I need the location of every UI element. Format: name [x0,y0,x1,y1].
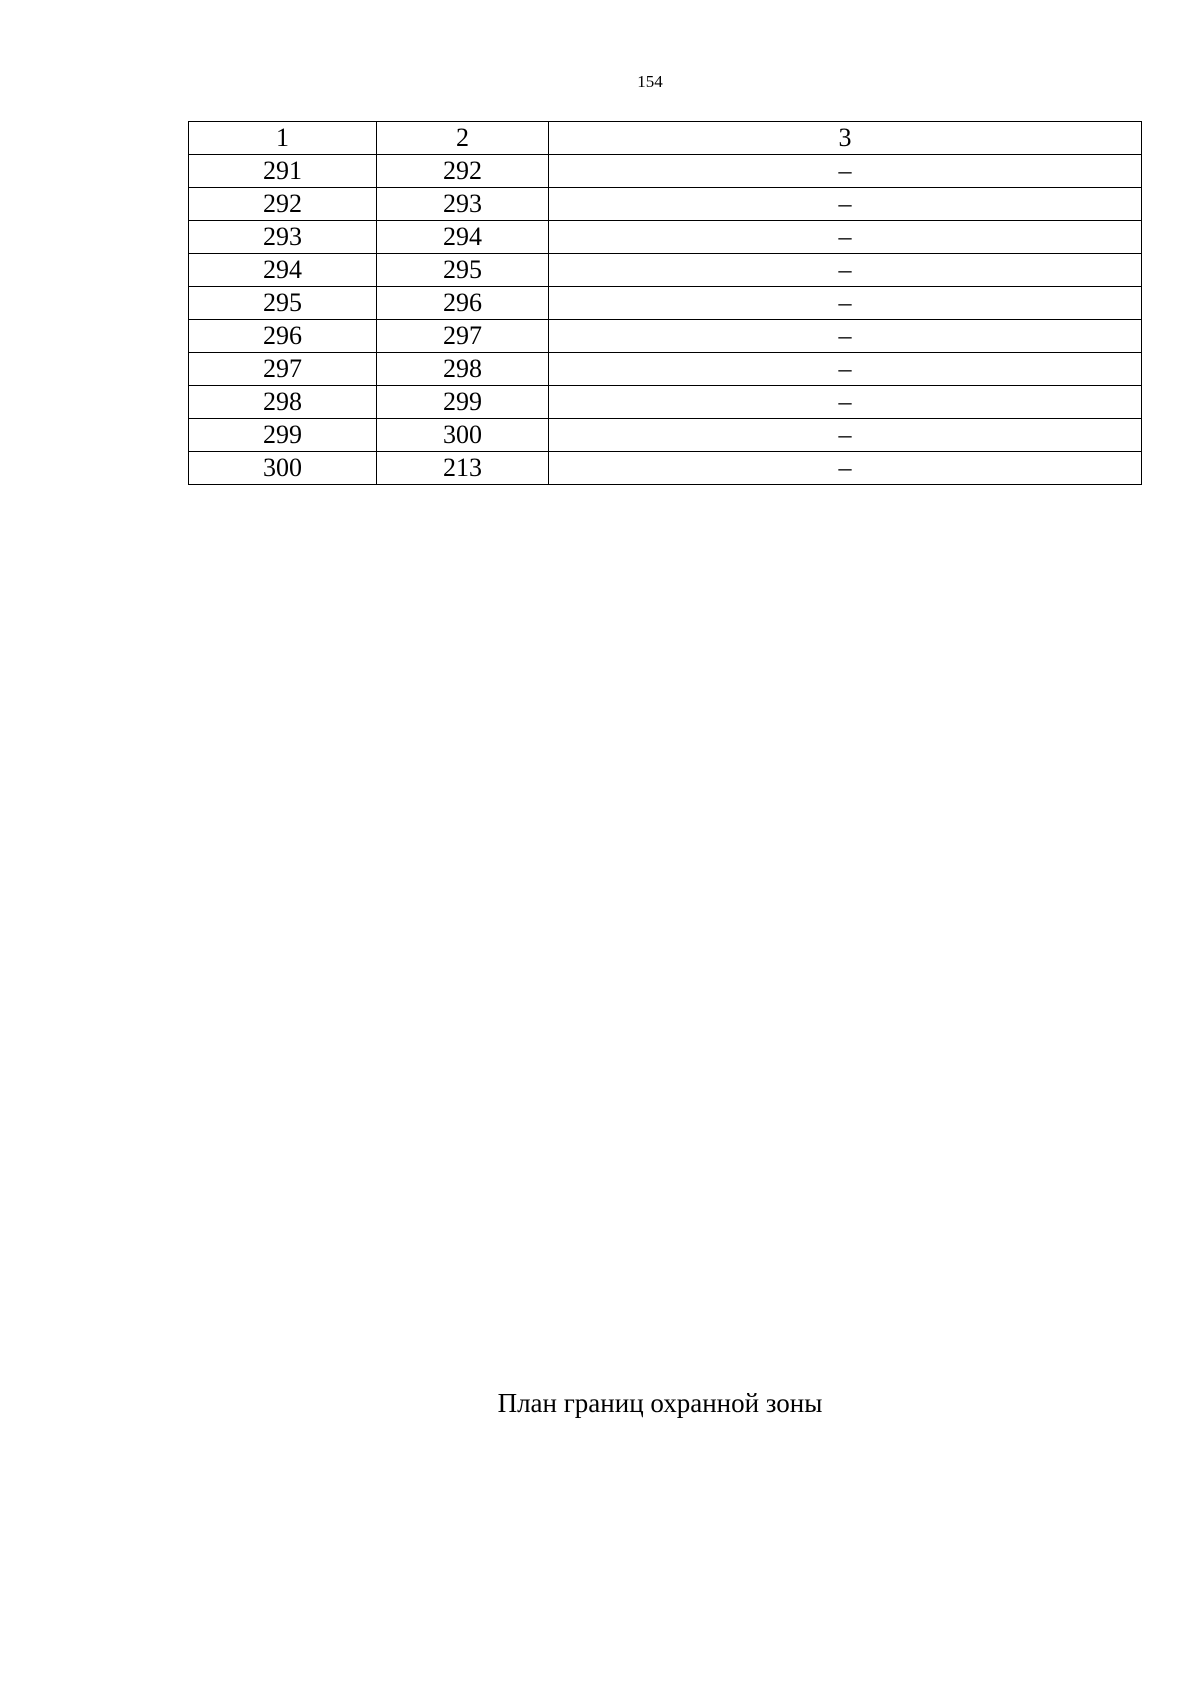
description-cell: – [549,320,1142,353]
to-point-cell: 296 [377,287,549,320]
column-header-1: 1 [189,122,377,155]
table-row [189,419,1142,452]
from-point-cell: 293 [189,221,377,254]
from-point-cell: 295 [189,287,377,320]
description-cell: – [549,452,1142,485]
table-row [189,287,1142,320]
boundary-points-table [188,121,1142,485]
description-cell: – [549,254,1142,287]
from-point-cell: 299 [189,419,377,452]
to-point-cell: 300 [377,419,549,452]
table-row [189,188,1142,221]
column-header-2: 2 [377,122,549,155]
column-header-3: 3 [549,122,1142,155]
table-row [189,221,1142,254]
to-point-cell: 299 [377,386,549,419]
from-point-cell: 291 [189,155,377,188]
description-cell: – [549,287,1142,320]
from-point-cell: 298 [189,386,377,419]
to-point-cell: 298 [377,353,549,386]
to-point-cell: 295 [377,254,549,287]
description-cell: – [549,386,1142,419]
table-header-row [189,122,1142,155]
table-row [189,254,1142,287]
description-cell: – [549,419,1142,452]
to-point-cell: 297 [377,320,549,353]
table-row [189,155,1142,188]
from-point-cell: 296 [189,320,377,353]
table-row [189,353,1142,386]
from-point-cell: 294 [189,254,377,287]
table-row [189,452,1142,485]
to-point-cell: 292 [377,155,549,188]
to-point-cell: 293 [377,188,549,221]
to-point-cell: 294 [377,221,549,254]
from-point-cell: 297 [189,353,377,386]
page-number: 154 [637,72,663,91]
from-point-cell: 292 [189,188,377,221]
plan-title: План границ охранной зоны [497,1388,823,1418]
to-point-cell: 213 [377,452,549,485]
table-row [189,320,1142,353]
from-point-cell: 300 [189,452,377,485]
table-row [189,386,1142,419]
description-cell: – [549,353,1142,386]
description-cell: – [549,188,1142,221]
description-cell: – [549,155,1142,188]
description-cell: – [549,221,1142,254]
